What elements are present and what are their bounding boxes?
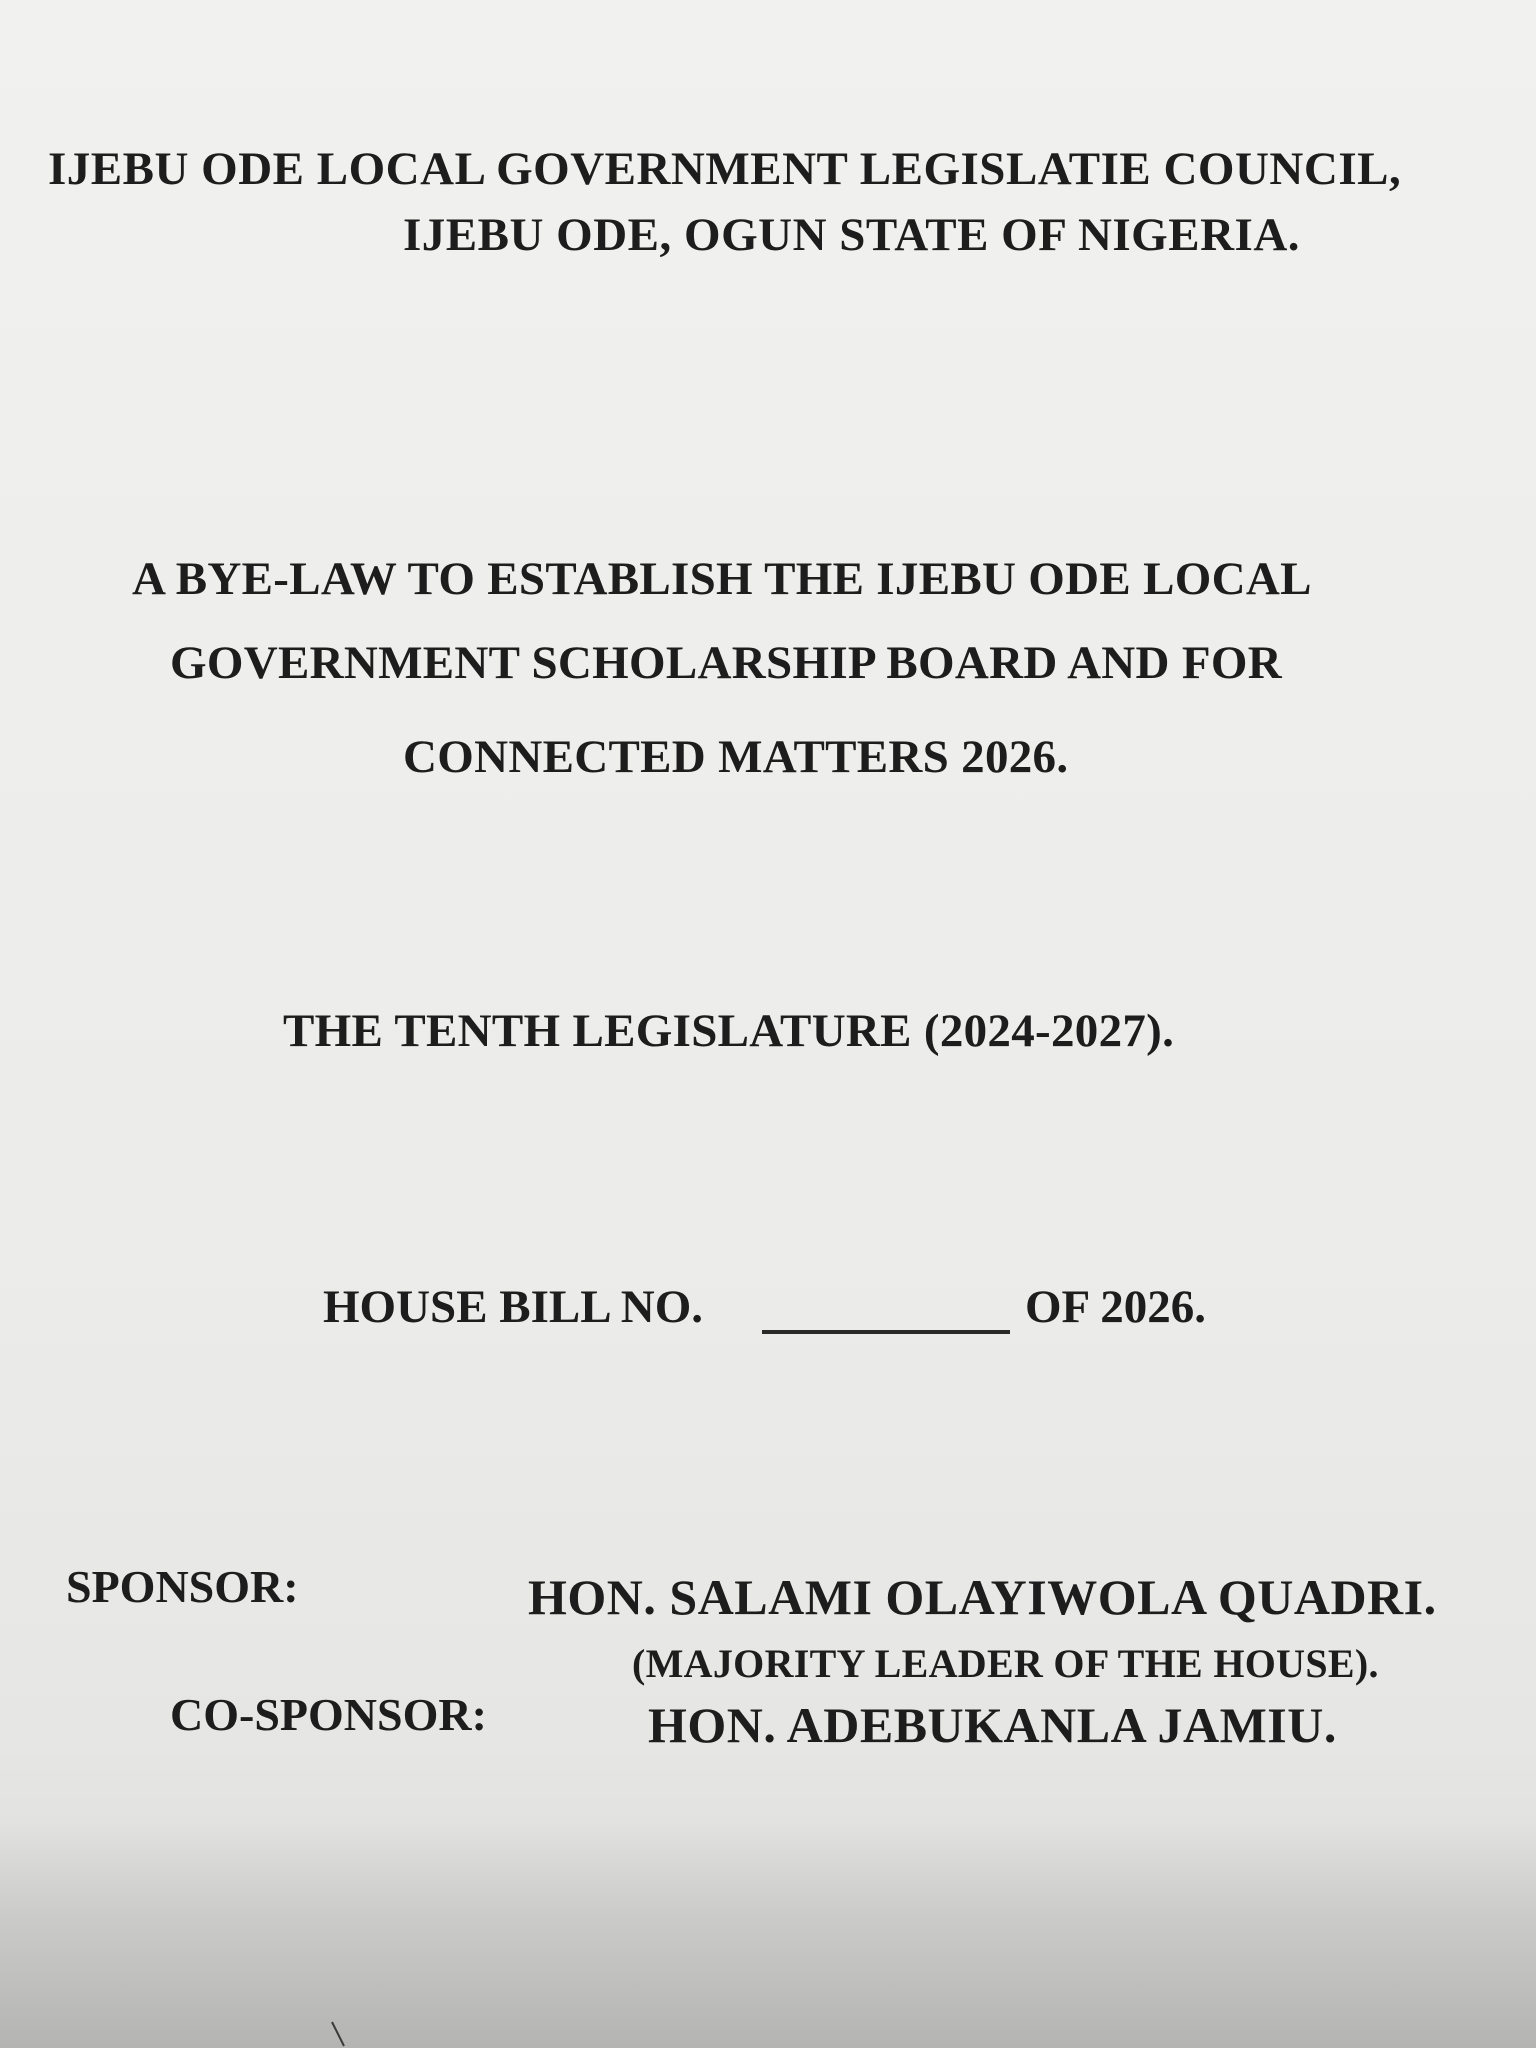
bill-title-line-2: GOVERNMENT SCHOLARSHIP BOARD AND FOR bbox=[170, 637, 1282, 689]
cosponsor-name: HON. ADEBUKANLA JAMIU. bbox=[648, 1697, 1337, 1753]
page-shadow bbox=[0, 1820, 1536, 2048]
house-bill-year: OF 2026. bbox=[1025, 1281, 1207, 1333]
sponsor-name: HON. SALAMI OLAYIWOLA QUADRI. bbox=[528, 1569, 1437, 1625]
council-location: IJEBU ODE, OGUN STATE OF NIGERIA. bbox=[403, 209, 1301, 261]
bill-number-blank bbox=[762, 1330, 1010, 1334]
bill-title-line-1: A BYE-LAW TO ESTABLISH THE IJEBU ODE LOCAL bbox=[132, 553, 1312, 605]
sponsor-label: SPONSOR: bbox=[66, 1561, 299, 1612]
cosponsor-label: CO-SPONSOR: bbox=[170, 1689, 487, 1740]
sponsor-role: (MAJORITY LEADER OF THE HOUSE). bbox=[632, 1641, 1379, 1686]
paper-fold-mark bbox=[330, 2018, 360, 2048]
legislature-line: THE TENTH LEGISLATURE (2024-2027). bbox=[283, 1005, 1175, 1057]
bill-title-line-3: CONNECTED MATTERS 2026. bbox=[403, 731, 1069, 783]
house-bill-label: HOUSE BILL NO. bbox=[323, 1281, 704, 1333]
council-name: IJEBU ODE LOCAL GOVERNMENT LEGISLATIE COUNCIL, bbox=[48, 143, 1402, 195]
